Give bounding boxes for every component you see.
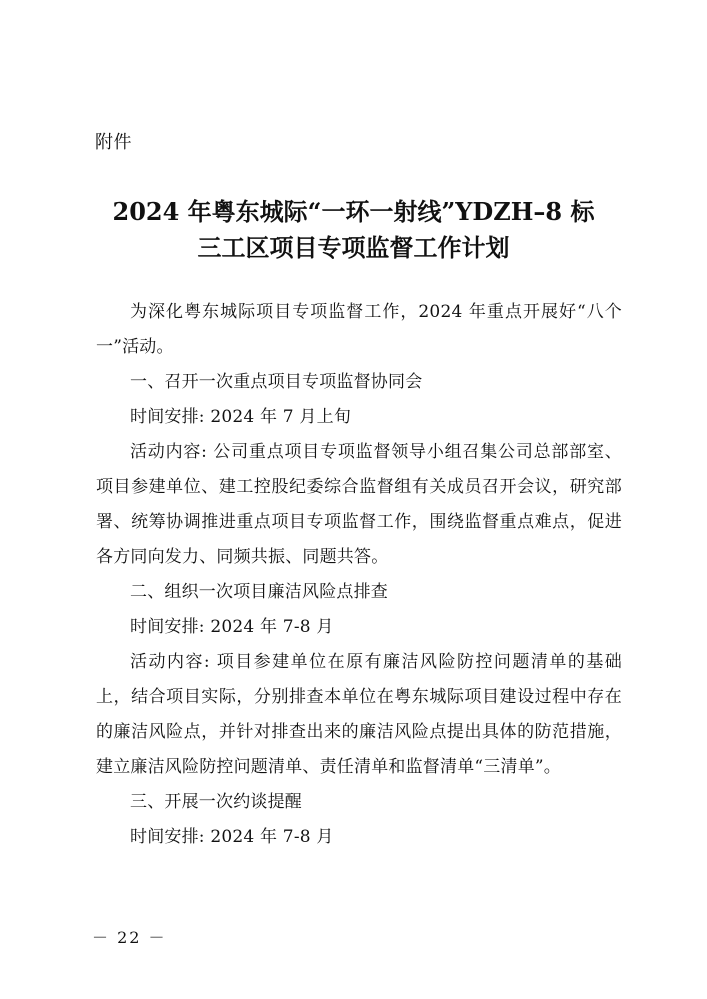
document-title: [80, 194, 627, 266]
section-2-content: 活动内容: 项目参建单位在原有廉洁风险防控问题清单的基础上，结合项目实际，分别排查本单位在粤东城际项目建设过程中存在的廉洁风险点，并针对排查出来的廉洁风险点提出具体的防范措施，建立廉洁风险防控问题清单、责任清单和监督清单“三清单”。: [96, 652, 622, 777]
section-1-heading: 一、召开一次重点项目专项监督协同会: [130, 372, 423, 392]
section-3-time: 时间安排: 2024 年 7-8 月: [130, 827, 334, 847]
intro-paragraph: 为深化粤东城际项目专项监督工作，2024 年重点开展好“八个一”活动。: [96, 302, 622, 357]
section-2-time: 时间安排: 2024 年 7-8 月: [130, 617, 334, 637]
section-2-heading: 二、组织一次项目廉洁风险点排查: [130, 582, 388, 602]
section-1-content: 活动内容: 公司重点项目专项监督领导小组召集公司总部部室、项目参建单位、建工控股纪委综合监督组有关成员召开会议，研究部署、统筹协调推进重点项目专项监督工作，围绕监督重点难点，促进各方同向发力、同频共振、同题共答。: [96, 442, 622, 567]
attachment-label: 附件: [95, 132, 132, 153]
title-line-2: 三工区项目专项监督工作计划: [197, 233, 510, 262]
title-line-1: 2024 年粤东城际“一环一射线”YDZH–8 标: [112, 197, 595, 226]
section-3-heading: 三、开展一次约谈提醒: [130, 792, 302, 812]
document-body: [96, 295, 622, 855]
section-1-time: 时间安排: 2024 年 7 月上旬: [130, 407, 352, 427]
page-number: － 22 －: [92, 928, 167, 947]
